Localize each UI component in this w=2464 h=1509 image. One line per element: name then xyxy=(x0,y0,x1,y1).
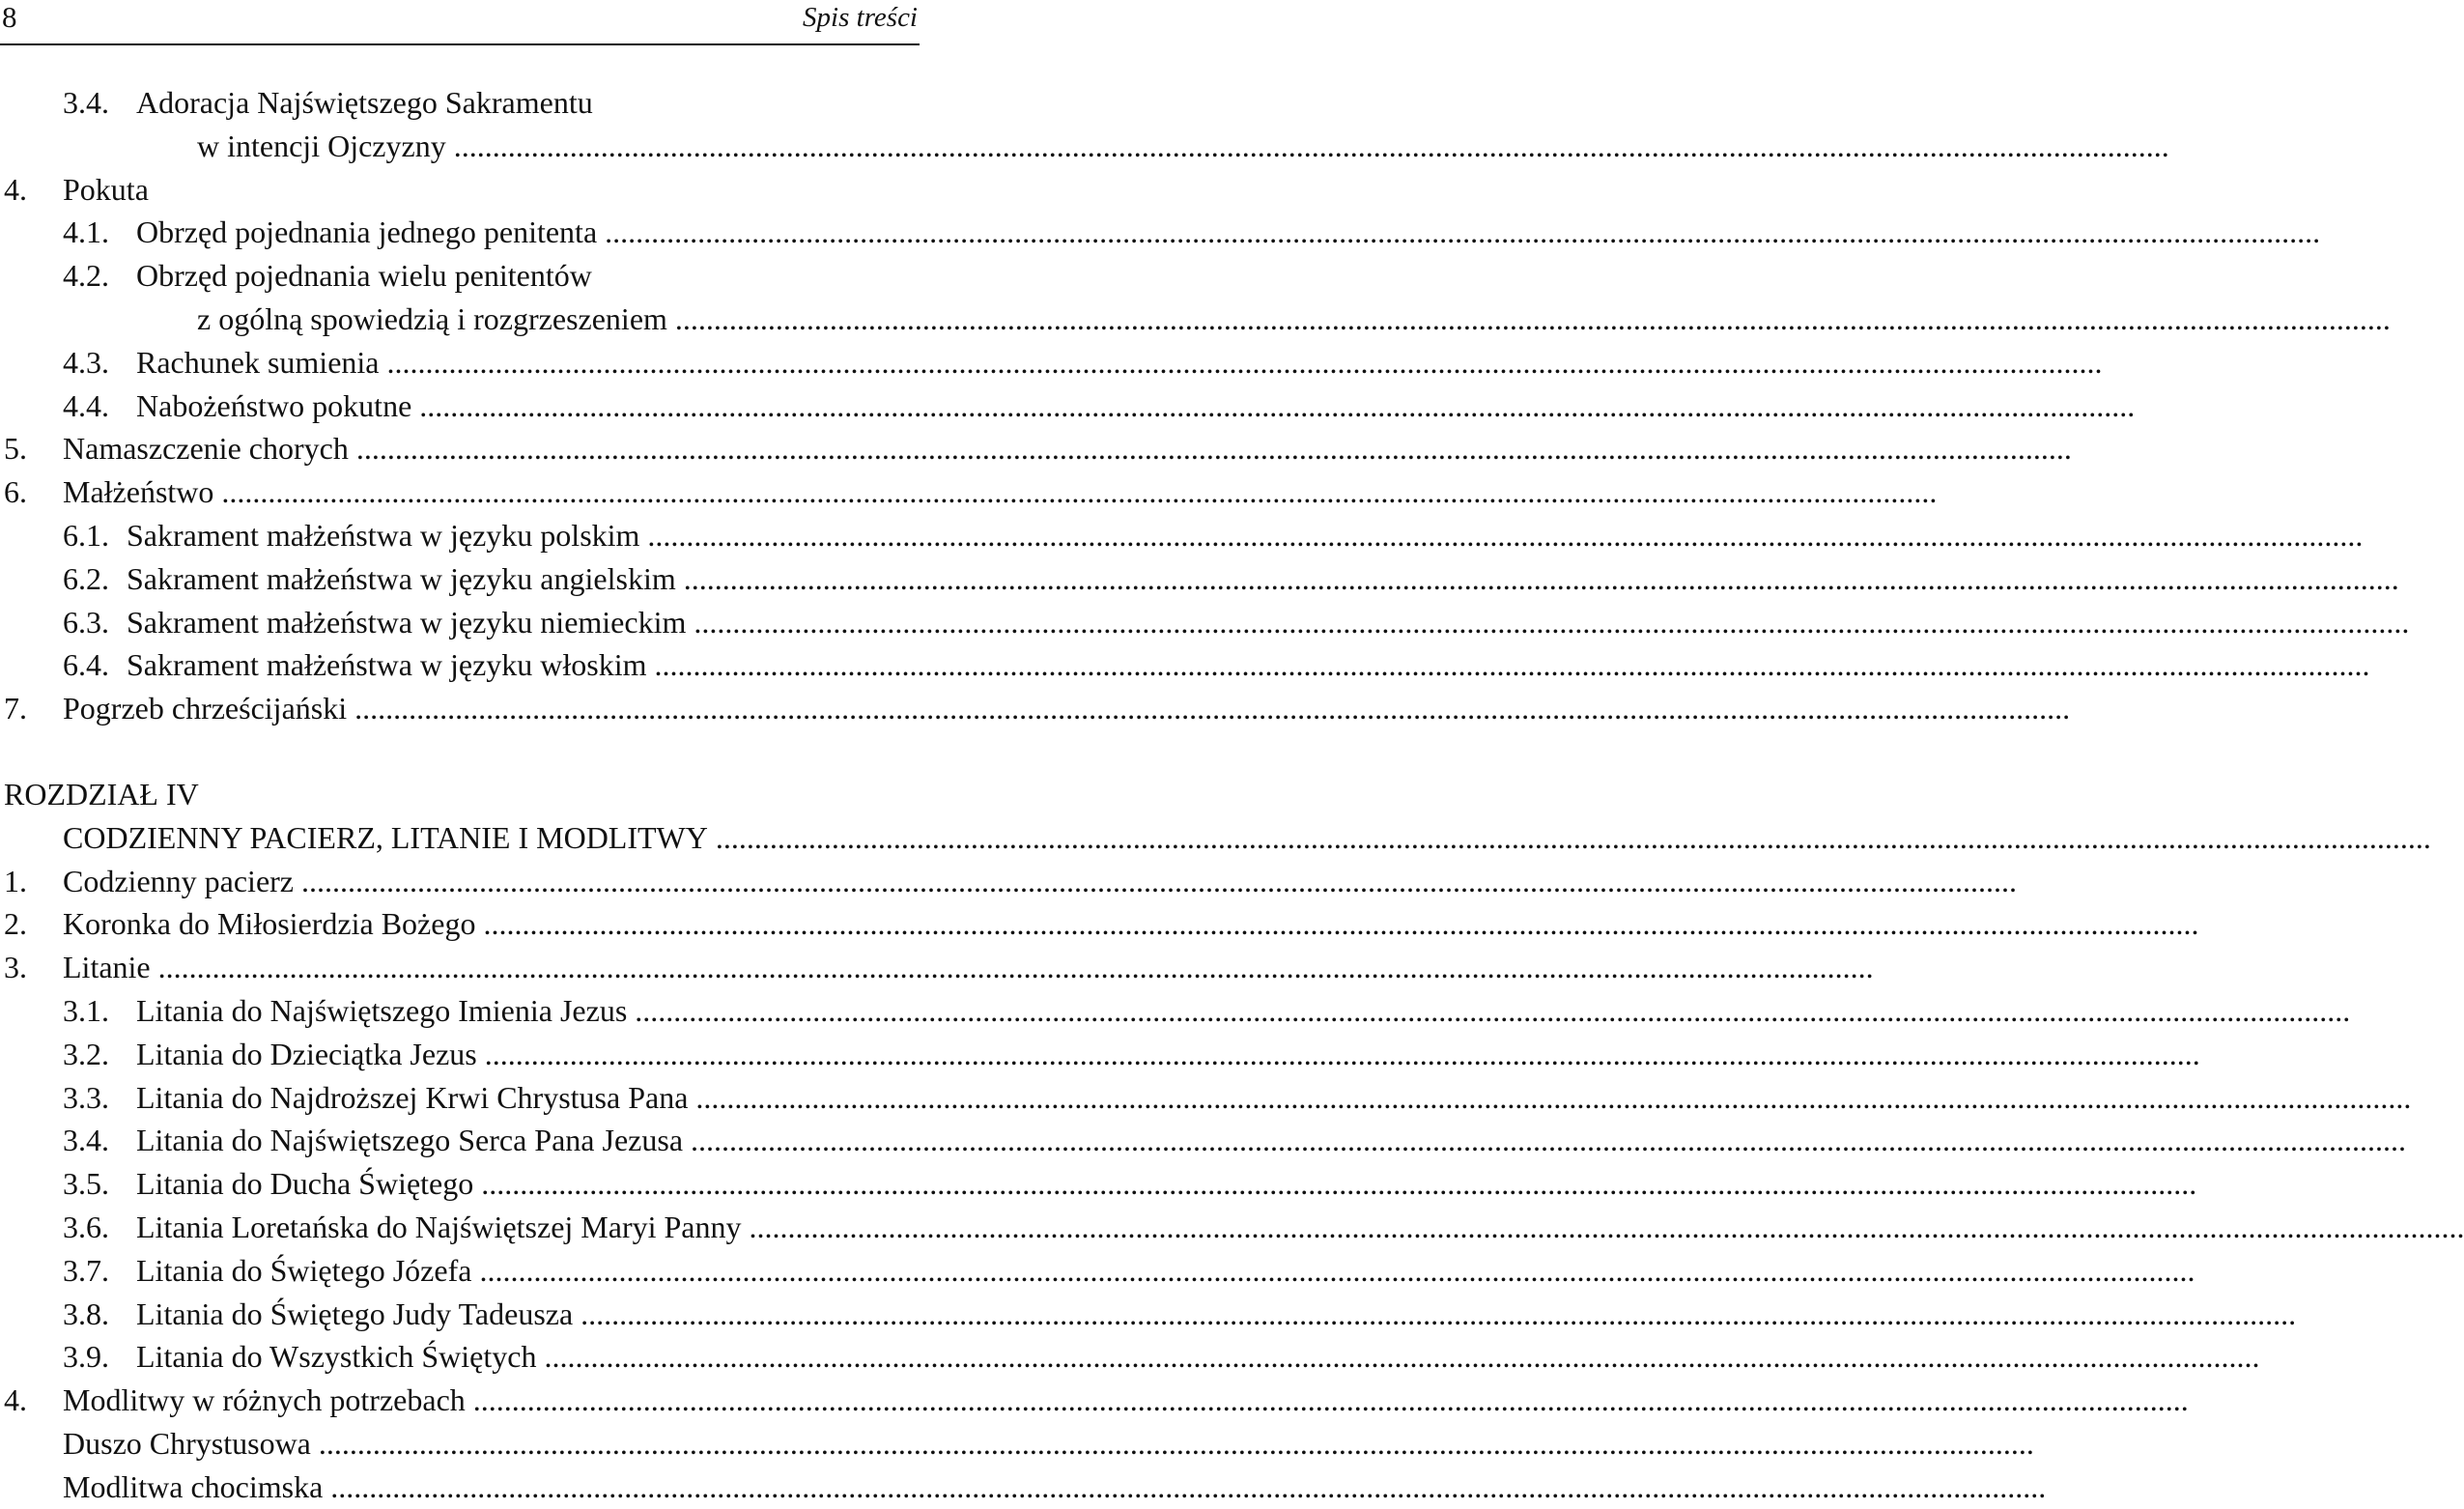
toc-entry-title: Sakrament małżeństwa w języku angielskim xyxy=(127,560,676,596)
leader-dots: .............................................................................................................................................................................................................................. xyxy=(674,300,2391,336)
leader-dots: .............................................................................................................................................................................................................................. xyxy=(483,906,2199,942)
toc-entry xyxy=(0,601,2410,644)
leader-dots: .............................................................................................................................................................................................................................. xyxy=(453,128,2169,163)
leader-dots: .............................................................................................................................................................................................................................. xyxy=(386,344,2103,380)
leader-dots: .............................................................................................................................................................................................................................. xyxy=(581,1295,2297,1331)
toc-entry-title: Litania do Świętego Judy Tadeusza xyxy=(136,1295,574,1331)
leader-dots: .............................................................................................................................................................................................................................. xyxy=(330,1468,2047,1504)
toc-entry-title: Litania do Świętego Józefa xyxy=(136,1252,472,1288)
toc-entry-number: 1. xyxy=(4,863,27,898)
toc-entry-number: 3.1. xyxy=(63,992,109,1028)
toc-entry-title: Litania do Ducha Świętego xyxy=(136,1166,474,1202)
toc-entry-title: Nabożeństwo pokutne xyxy=(136,387,412,423)
toc-entry-number: 4. xyxy=(4,171,27,207)
toc-entry-number: 3.2. xyxy=(63,1036,109,1071)
toc-entry-number: 4.1. xyxy=(63,214,109,250)
table-of-contents xyxy=(0,81,2464,1509)
toc-entry xyxy=(0,687,2071,730)
toc-entry-number: 4. xyxy=(4,1382,27,1418)
toc-entry-number: 5. xyxy=(4,431,27,467)
toc-entry xyxy=(0,816,2431,860)
leader-dots: .............................................................................................................................................................................................................................. xyxy=(691,1123,2407,1158)
toc-entry-title: Litania do Dzieciątka Jezus xyxy=(136,1036,477,1071)
toc-entry-title: Koronka do Miłosierdzia Bożego xyxy=(63,906,476,942)
toc-entry-number: 3.4. xyxy=(63,85,109,120)
toc-entry-title: Litania Loretańska do Najświętszej Maryi Panny xyxy=(136,1209,742,1244)
toc-entry xyxy=(0,643,2370,687)
toc-entry xyxy=(0,1335,2260,1379)
toc-entry xyxy=(0,1379,2189,1422)
leader-dots: .............................................................................................................................................................................................................................. xyxy=(157,950,1874,985)
leader-dots: .............................................................................................................................................................................................................................. xyxy=(479,1252,2195,1288)
leader-dots: .............................................................................................................................................................................................................................. xyxy=(605,214,2321,250)
toc-entry xyxy=(0,1076,2412,1120)
toc-entry xyxy=(0,1162,2197,1206)
toc-entry-title: Sakrament małżeństwa w języku polskim xyxy=(127,517,640,553)
leader-dots: .............................................................................................................................................................................................................................. xyxy=(695,1079,2412,1115)
toc-entry-number: 2. xyxy=(4,906,27,942)
toc-entry xyxy=(0,1119,2407,1162)
toc-entry xyxy=(0,989,2351,1033)
leader-dots: .............................................................................................................................................................................................................................. xyxy=(355,431,2072,467)
leader-dots: .............................................................................................................................................................................................................................. xyxy=(715,819,2431,855)
toc-entry-title: Litania do Najświętszego Imienia Jezus xyxy=(136,992,628,1028)
toc-entry xyxy=(0,514,2364,557)
leader-dots: .............................................................................................................................................................................................................................. xyxy=(635,992,2351,1028)
toc-entry-title: Litania do Najdroższej Krwi Chrystusa Pana xyxy=(136,1079,689,1115)
toc-entry xyxy=(0,1422,2034,1466)
toc-entry-title: Obrzęd pojednania jednego penitenta xyxy=(136,214,598,250)
running-title: Spis treści xyxy=(803,2,918,33)
toc-entry-title: Sakrament małżeństwa w języku włoskim xyxy=(127,647,647,683)
toc-entry-number: 4.4. xyxy=(63,387,109,423)
toc-entry xyxy=(0,1033,2200,1076)
leader-dots: .............................................................................................................................................................................................................................. xyxy=(694,604,2410,640)
toc-entry-number: 6. xyxy=(4,474,27,510)
leader-dots: .............................................................................................................................................................................................................................. xyxy=(647,517,2364,553)
toc-entry-title: Modlitwy w różnych potrzebach xyxy=(63,1382,466,1418)
toc-entry-number: 6.1. xyxy=(63,517,109,553)
toc-entry xyxy=(0,1466,2047,1509)
toc-entry-title: Pokuta xyxy=(63,171,149,207)
toc-entry-number: 3.7. xyxy=(63,1252,109,1288)
leader-dots: .............................................................................................................................................................................................................................. xyxy=(484,1036,2200,1071)
leader-dots: .............................................................................................................................................................................................................................. xyxy=(301,863,2017,898)
leader-dots: .............................................................................................................................................................................................................................. xyxy=(749,1209,2464,1244)
toc-entry-title: Obrzęd pojednania wielu penitentów xyxy=(136,258,592,294)
toc-entry xyxy=(0,168,920,212)
toc-entry-number: 7. xyxy=(4,691,27,726)
page-number: 8 xyxy=(2,0,17,34)
toc-entry xyxy=(0,1249,2195,1293)
header-rule xyxy=(0,43,920,45)
toc-entry-title: z ogólną spowiedzią i rozgrzeszeniem xyxy=(197,300,667,336)
toc-entry xyxy=(0,902,2199,946)
toc-entry xyxy=(0,211,2321,254)
toc-entry xyxy=(0,470,1938,514)
leader-dots: .............................................................................................................................................................................................................................. xyxy=(544,1339,2260,1375)
toc-entry-title: Duszo Chrystusowa xyxy=(63,1425,311,1461)
toc-entry xyxy=(0,773,920,816)
toc-entry xyxy=(0,125,2169,168)
toc-entry-title: Modlitwa chocimska xyxy=(63,1468,324,1504)
toc-entry xyxy=(0,384,2136,428)
toc-entry xyxy=(0,427,2072,470)
toc-entry-title: Adoracja Najświętszego Sakramentu xyxy=(136,85,593,120)
toc-entry xyxy=(0,946,1874,989)
toc-entry xyxy=(0,81,920,125)
toc-entry-title: w intencji Ojczyzny xyxy=(197,128,446,163)
toc-entry-number: 3.3. xyxy=(63,1079,109,1115)
toc-entry-title: Litania do Wszystkich Świętych xyxy=(136,1339,537,1375)
toc-entry xyxy=(0,254,920,298)
toc-entry-number: 4.3. xyxy=(63,344,109,380)
leader-dots: .............................................................................................................................................................................................................................. xyxy=(221,474,1938,510)
toc-entry-number: 3. xyxy=(4,950,27,985)
toc-entry-number: 6.2. xyxy=(63,560,109,596)
toc-entry-title: Sakrament małżeństwa w języku niemieckim xyxy=(127,604,687,640)
toc-entry-number: 3.5. xyxy=(63,1166,109,1202)
toc-entry-title: Litanie xyxy=(63,950,151,985)
toc-entry xyxy=(0,860,2017,903)
toc-entry xyxy=(0,557,2399,601)
toc-entry xyxy=(0,341,2103,384)
leader-dots: .............................................................................................................................................................................................................................. xyxy=(354,691,2071,726)
leader-dots: .............................................................................................................................................................................................................................. xyxy=(481,1166,2197,1202)
toc-entry xyxy=(0,1293,2297,1336)
toc-entry-title: Namaszczenie chorych xyxy=(63,431,349,467)
toc-entry-number: 4.2. xyxy=(63,258,109,294)
toc-entry-title: Litania do Najświętszego Serca Pana Jezusa xyxy=(136,1123,684,1158)
toc-entry-title: Małżeństwo xyxy=(63,474,214,510)
toc-entry-number: ROZDZIAŁ IV xyxy=(4,776,199,811)
toc-entry-title: Pogrzeb chrześcijański xyxy=(63,691,348,726)
leader-dots: .............................................................................................................................................................................................................................. xyxy=(472,1382,2189,1418)
toc-entry-number: 6.4. xyxy=(63,647,109,683)
toc-entry-number: 6.3. xyxy=(63,604,109,640)
leader-dots: .............................................................................................................................................................................................................................. xyxy=(419,387,2136,423)
leader-dots: .............................................................................................................................................................................................................................. xyxy=(683,560,2399,596)
leader-dots: .............................................................................................................................................................................................................................. xyxy=(318,1425,2034,1461)
toc-entry xyxy=(0,1206,2464,1249)
toc-entry-title: CODZIENNY PACIERZ, LITANIE I MODLITWY xyxy=(63,819,708,855)
toc-entry-number: 3.8. xyxy=(63,1295,109,1331)
toc-entry-number: 3.9. xyxy=(63,1339,109,1375)
leader-dots: .............................................................................................................................................................................................................................. xyxy=(654,647,2370,683)
toc-entry xyxy=(0,298,2391,341)
toc-entry-number: 3.6. xyxy=(63,1209,109,1244)
toc-entry-number: 3.4. xyxy=(63,1123,109,1158)
toc-entry-title: Codzienny pacierz xyxy=(63,863,294,898)
toc-entry-title: Rachunek sumienia xyxy=(136,344,380,380)
